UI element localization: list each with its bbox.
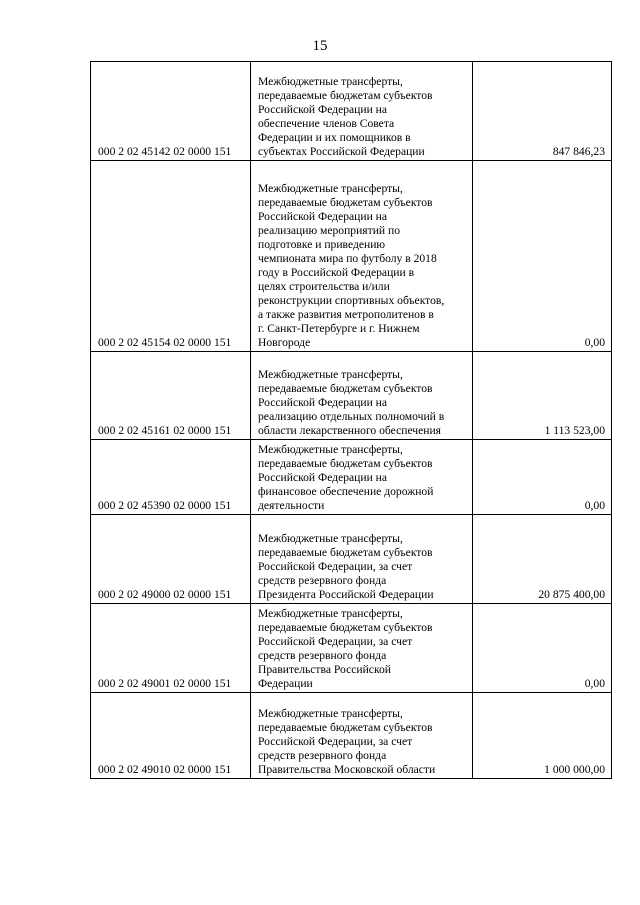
description-text: Межбюджетные трансферты, передаваемые бюджетам субъектов Российской Федерации, за счет средств резервного фонда Президента Российской Федерации: [258, 532, 434, 601]
budget-code-cell: 000 2 02 45142 02 0000 151: [91, 62, 251, 161]
table-row: [91, 515, 612, 604]
description-cell: [251, 515, 473, 604]
table-row: [91, 352, 612, 440]
description-text: Межбюджетные трансферты, передаваемые бюджетам субъектов Российской Федерации на реализацию отдельных полномочий в области лекарственного обеспечения: [258, 368, 445, 437]
description-text: Межбюджетные трансферты, передаваемые бюджетам субъектов Российской Федерации на финансовое обеспечение дорожной деятельности: [258, 443, 434, 512]
description-cell: [251, 693, 473, 779]
budget-code-cell: 000 2 02 45161 02 0000 151: [91, 352, 251, 440]
description-cell: [251, 352, 473, 440]
amount-cell: 20 875 400,00: [473, 515, 612, 604]
budget-table: [90, 61, 612, 779]
amount-cell: 0,00: [473, 161, 612, 352]
table-row: [91, 440, 612, 515]
budget-code-cell: 000 2 02 49010 02 0000 151: [91, 693, 251, 779]
amount-cell: 0,00: [473, 440, 612, 515]
description-text: Межбюджетные трансферты, передаваемые бюджетам субъектов Российской Федерации на реализацию мероприятий по подготовке и приведению чемпионата мира по футболу в 2018 году в Российской Федерации в целях строительства и/или реконструкции спортивных объектов, а также развития метрополитенов в г. Санкт-Петербурге и г. Нижнем Новгороде: [258, 182, 445, 349]
description-cell: [251, 161, 473, 352]
description-cell: [251, 440, 473, 515]
budget-code-cell: 000 2 02 45154 02 0000 151: [91, 161, 251, 352]
description-text: Межбюджетные трансферты, передаваемые бюджетам субъектов Российской Федерации, за счет средств резервного фонда Правительства Российской Федерации: [258, 607, 433, 690]
description-text: Межбюджетные трансферты, передаваемые бюджетам субъектов Российской Федерации на обеспечение членов Совета Федерации и их помощников в субъектах Российской Федерации: [258, 75, 433, 158]
amount-cell: 1 000 000,00: [473, 693, 612, 779]
table-row: [91, 161, 612, 352]
description-cell: [251, 62, 473, 161]
amount-cell: 847 846,23: [473, 62, 612, 161]
budget-code-cell: 000 2 02 49001 02 0000 151: [91, 604, 251, 693]
budget-code-cell: 000 2 02 49000 02 0000 151: [91, 515, 251, 604]
table-row: [91, 693, 612, 779]
description-cell: [251, 604, 473, 693]
table-row: [91, 62, 612, 161]
description-text: Межбюджетные трансферты, передаваемые бюджетам субъектов Российской Федерации, за счет средств резервного фонда Правительства Московской области: [258, 707, 436, 776]
amount-cell: 1 113 523,00: [473, 352, 612, 440]
page-number: 15: [312, 38, 328, 54]
budget-code-cell: 000 2 02 45390 02 0000 151: [91, 440, 251, 515]
amount-cell: 0,00: [473, 604, 612, 693]
table-row: [91, 604, 612, 693]
